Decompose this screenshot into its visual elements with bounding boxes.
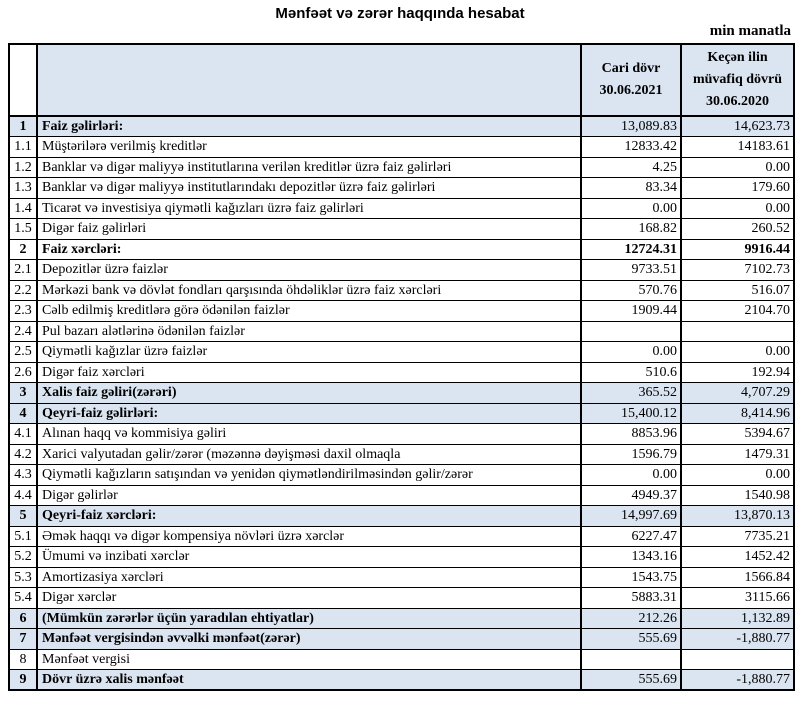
- row-label-cell: Ümumi və inzibati xərclər: [37, 547, 581, 568]
- previous-period-cell: 3115.66: [681, 588, 794, 609]
- header-row-number-cell: [9, 44, 37, 116]
- row-label-cell: Digər gəlirlər: [37, 485, 581, 506]
- current-period-cell: 13,089.83: [581, 116, 681, 137]
- row-number-cell: 1: [9, 116, 37, 137]
- previous-period-cell: -1,880.77: [681, 670, 794, 691]
- header-previous-period-line2: müvafiq dövrü: [692, 72, 783, 88]
- table-row: [9, 137, 794, 158]
- table-row: [9, 219, 794, 240]
- current-period-cell: 555.69: [581, 670, 681, 691]
- table-row: [9, 424, 794, 445]
- header-previous-period-line3: 30.06.2020: [706, 93, 769, 109]
- row-number-cell: 5.4: [9, 588, 37, 609]
- current-period-cell: 83.34: [581, 178, 681, 199]
- row-number-cell: 9: [9, 670, 37, 691]
- previous-period-cell: 1566.84: [681, 567, 794, 588]
- current-period-cell: 168.82: [581, 219, 681, 240]
- row-number-cell: 2.4: [9, 321, 37, 342]
- current-period-cell: [581, 321, 681, 342]
- table-row: [9, 383, 794, 404]
- table-row: [9, 260, 794, 281]
- table-row: [9, 157, 794, 178]
- table-row: [9, 567, 794, 588]
- row-number-cell: 3: [9, 383, 37, 404]
- current-period-cell: 0.00: [581, 465, 681, 486]
- previous-period-cell: 2104.70: [681, 301, 794, 322]
- row-number-cell: 6: [9, 608, 37, 629]
- row-label-cell: Faiz xərcləri:: [37, 239, 581, 260]
- row-label-cell: Digər xərclər: [37, 588, 581, 609]
- row-label-cell: Xalis faiz gəliri(zərəri): [37, 383, 581, 404]
- row-number-cell: 5.2: [9, 547, 37, 568]
- row-number-cell: 2.5: [9, 342, 37, 363]
- row-label-cell: Əmək haqqı və digər kompensiya növləri üzrə xərclər: [37, 526, 581, 547]
- table-row: [9, 116, 794, 137]
- table-row: [9, 588, 794, 609]
- row-label-cell: Amortizasiya xərcləri: [37, 567, 581, 588]
- row-label-cell: (Mümkün zərərlər üçün yaradılan ehtiyatlar): [37, 608, 581, 629]
- row-label-cell: Depozitlər üzrə faizlər: [37, 260, 581, 281]
- row-number-cell: 1.1: [9, 137, 37, 158]
- previous-period-cell: [681, 321, 794, 342]
- table-row: [9, 301, 794, 322]
- current-period-cell: 365.52: [581, 383, 681, 404]
- row-label-cell: Qeyri-faiz xərcləri:: [37, 506, 581, 527]
- row-number-cell: 1.4: [9, 198, 37, 219]
- current-period-cell: 15,400.12: [581, 403, 681, 424]
- current-period-cell: 212.26: [581, 608, 681, 629]
- row-label-cell: Mənfəət vergisi: [37, 649, 581, 670]
- table-row: [9, 362, 794, 383]
- table-header-row: [9, 44, 794, 116]
- current-period-cell: 570.76: [581, 280, 681, 301]
- unit-note: min manatla: [709, 23, 791, 39]
- previous-period-cell: 14183.61: [681, 137, 794, 158]
- previous-period-cell: 8,414.96: [681, 403, 794, 424]
- previous-period-cell: 192.94: [681, 362, 794, 383]
- current-period-cell: 14,997.69: [581, 506, 681, 527]
- row-label-cell: Müştərilərə verilmiş kreditlər: [37, 137, 581, 158]
- current-period-cell: 4.25: [581, 157, 681, 178]
- previous-period-cell: 0.00: [681, 465, 794, 486]
- current-period-cell: 0.00: [581, 198, 681, 219]
- header-current-period-line2: 30.06.2021: [599, 83, 663, 98]
- row-number-cell: 1.3: [9, 178, 37, 199]
- row-label-cell: Cəlb edilmiş kreditlərə görə ödənilən faizlər: [37, 301, 581, 322]
- current-period-cell: 12724.31: [581, 239, 681, 260]
- previous-period-cell: 5394.67: [681, 424, 794, 445]
- table-row: [9, 178, 794, 199]
- table-row: [9, 670, 794, 691]
- row-number-cell: 5.1: [9, 526, 37, 547]
- row-label-cell: Dövr üzrə xalis mənfəət: [37, 670, 581, 691]
- current-period-cell: 12833.42: [581, 137, 681, 158]
- previous-period-cell: 13,870.13: [681, 506, 794, 527]
- row-number-cell: 5.3: [9, 567, 37, 588]
- current-period-cell: 0.00: [581, 342, 681, 363]
- table-row: [9, 649, 794, 670]
- pl-table-body: [9, 116, 794, 690]
- table-row: [9, 280, 794, 301]
- row-number-cell: 4.4: [9, 485, 37, 506]
- table-row: [9, 403, 794, 424]
- previous-period-cell: -1,880.77: [681, 629, 794, 650]
- row-label-cell: Qiymətli kağızlar üzrə faizlər: [37, 342, 581, 363]
- previous-period-cell: 260.52: [681, 219, 794, 240]
- header-previous-period: [681, 44, 794, 116]
- row-number-cell: 2.6: [9, 362, 37, 383]
- row-label-cell: Faiz gəlirləri:: [37, 116, 581, 137]
- previous-period-cell: 0.00: [681, 157, 794, 178]
- table-row: [9, 629, 794, 650]
- row-number-cell: 8: [9, 649, 37, 670]
- row-number-cell: 4.1: [9, 424, 37, 445]
- row-label-cell: Pul bazarı alətlərinə ödənilən faizlər: [37, 321, 581, 342]
- current-period-cell: 1909.44: [581, 301, 681, 322]
- row-number-cell: 2: [9, 239, 37, 260]
- table-row: [9, 506, 794, 527]
- report-title: Mənfəət və zərər haqqında hesabat: [275, 5, 525, 22]
- previous-period-cell: 7102.73: [681, 260, 794, 281]
- row-label-cell: Ticarət və investisiya qiymətli kağızları üzrə faiz gəlirləri: [37, 198, 581, 219]
- row-label-cell: Mənfəət vergisindən əvvəlki mənfəət(zərər): [37, 629, 581, 650]
- table-row: [9, 321, 794, 342]
- row-label-cell: Qiymətli kağızların satışından və yenidən qiymətləndirilməsindən gəlir/zərər: [37, 465, 581, 486]
- table-row: [9, 485, 794, 506]
- row-label-cell: Qeyri-faiz gəlirləri:: [37, 403, 581, 424]
- table-row: [9, 342, 794, 363]
- current-period-cell: [581, 649, 681, 670]
- current-period-cell: 555.69: [581, 629, 681, 650]
- current-period-cell: 5883.31: [581, 588, 681, 609]
- previous-period-cell: 516.07: [681, 280, 794, 301]
- current-period-cell: 1343.16: [581, 547, 681, 568]
- previous-period-cell: [681, 649, 794, 670]
- current-period-cell: 1596.79: [581, 444, 681, 465]
- header-current-period: [581, 44, 681, 116]
- row-label-cell: Xarici valyutadan gəlir/zərər (məzənnə dəyişməsi daxil olmaqla: [37, 444, 581, 465]
- previous-period-cell: 1540.98: [681, 485, 794, 506]
- row-label-cell: Banklar və digər maliyyə institutlarındakı depozitlər üzrə faiz gəlirləri: [37, 178, 581, 199]
- row-number-cell: 7: [9, 629, 37, 650]
- table-row: [9, 239, 794, 260]
- table-row: [9, 444, 794, 465]
- row-number-cell: 1.5: [9, 219, 37, 240]
- row-label-cell: Mərkəzi bank və dövlət fondları qarşısında öhdəliklər üzrə faiz xərcləri: [37, 280, 581, 301]
- table-row: [9, 526, 794, 547]
- row-number-cell: 5: [9, 506, 37, 527]
- row-label-cell: Digər faiz gəlirləri: [37, 219, 581, 240]
- row-number-cell: 1.2: [9, 157, 37, 178]
- row-label-cell: Banklar və digər maliyyə institutlarına verilən kreditlər üzrə faiz gəlirləri: [37, 157, 581, 178]
- row-number-cell: 2.3: [9, 301, 37, 322]
- header-previous-period-line1: Keçən ilin: [707, 50, 768, 66]
- pl-table: [8, 43, 795, 691]
- header-indicator-cell: [37, 44, 581, 116]
- current-period-cell: 4949.37: [581, 485, 681, 506]
- previous-period-cell: 9916.44: [681, 239, 794, 260]
- table-row: [9, 547, 794, 568]
- current-period-cell: 510.6: [581, 362, 681, 383]
- previous-period-cell: 7735.21: [681, 526, 794, 547]
- header-current-period-line1: Cari dövr: [601, 61, 661, 77]
- row-number-cell: 4: [9, 403, 37, 424]
- row-number-cell: 4.2: [9, 444, 37, 465]
- table-row: [9, 608, 794, 629]
- previous-period-cell: 1,132.89: [681, 608, 794, 629]
- previous-period-cell: 1479.31: [681, 444, 794, 465]
- table-row: [9, 465, 794, 486]
- table-row: [9, 198, 794, 219]
- row-number-cell: 4.3: [9, 465, 37, 486]
- previous-period-cell: 179.60: [681, 178, 794, 199]
- row-label-cell: Digər faiz xərcləri: [37, 362, 581, 383]
- current-period-cell: 1543.75: [581, 567, 681, 588]
- previous-period-cell: 14,623.73: [681, 116, 794, 137]
- row-number-cell: 2.2: [9, 280, 37, 301]
- current-period-cell: 8853.96: [581, 424, 681, 445]
- row-number-cell: 2.1: [9, 260, 37, 281]
- row-label-cell: Alınan haqq və kommisiya gəliri: [37, 424, 581, 445]
- previous-period-cell: 1452.42: [681, 547, 794, 568]
- previous-period-cell: 4,707.29: [681, 383, 794, 404]
- current-period-cell: 9733.51: [581, 260, 681, 281]
- previous-period-cell: 0.00: [681, 342, 794, 363]
- current-period-cell: 6227.47: [581, 526, 681, 547]
- previous-period-cell: 0.00: [681, 198, 794, 219]
